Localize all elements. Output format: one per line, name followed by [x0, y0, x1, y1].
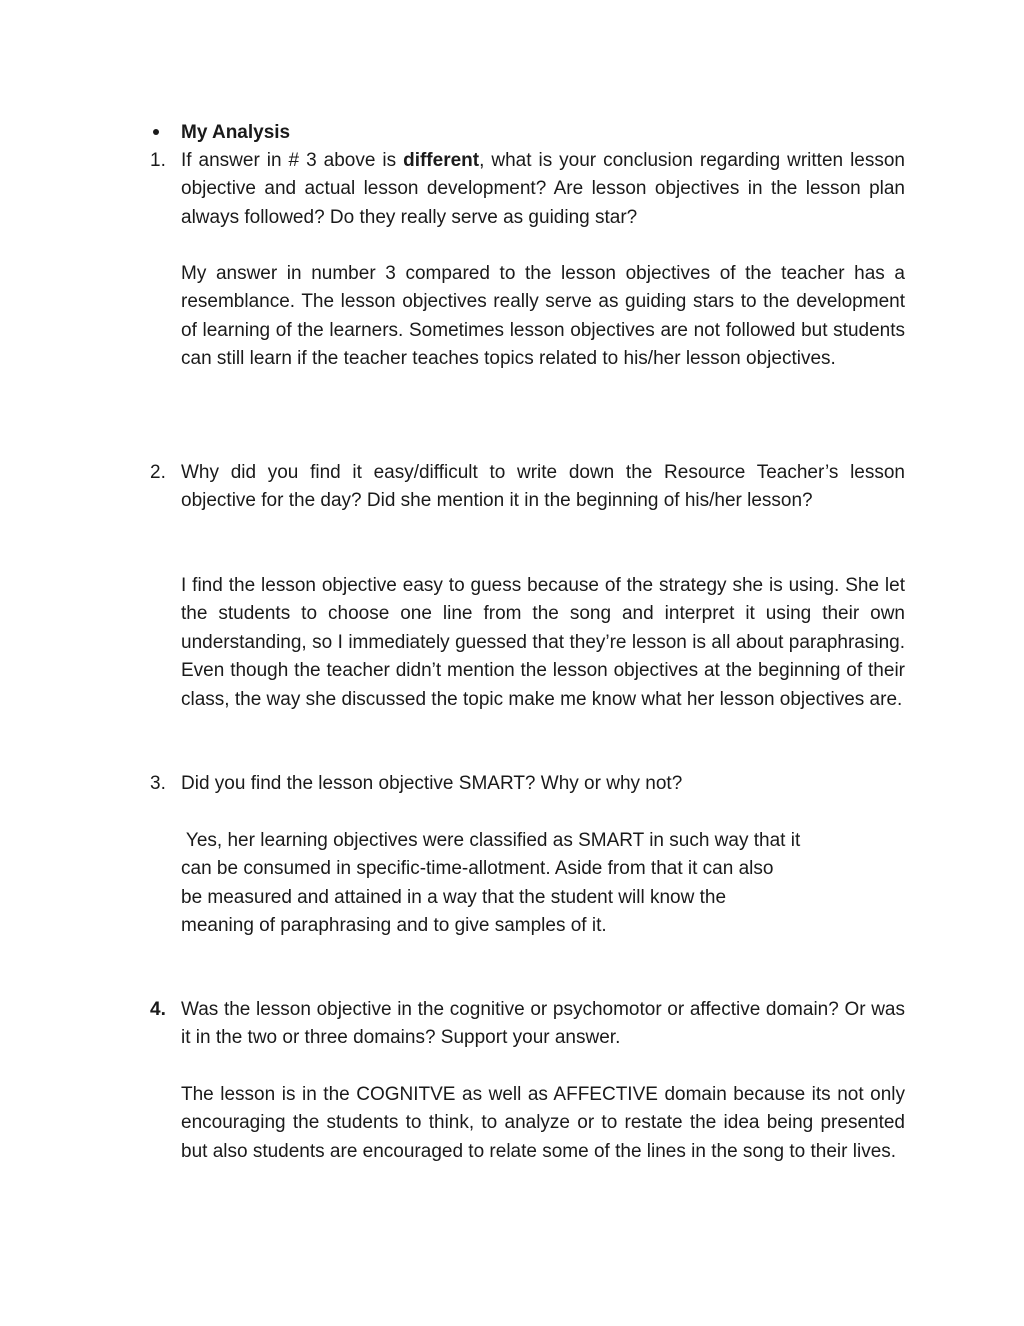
- item-3-answer-line: be measured and attained in a way that the student will know the: [181, 886, 727, 908]
- item-3-answer-line: Yes, her learning objectives were classified as SMART in such way that it: [181, 830, 801, 851]
- item-4-answer: The lesson is in the COGNITVE as well as AFFECTIVE domain because its not only encouraging the students to think, to analyze or to restate the idea being presented but also students are encouraged to relate some of the lines in the song to their lives.: [181, 1084, 905, 1162]
- item-3-answer-line: can be consumed in specific-time-allotment. Aside from that it can also: [181, 858, 774, 880]
- item-3-number: 3.: [150, 773, 166, 794]
- item-3-question: Did you find the lesson objective SMART? Why or why not?: [181, 773, 683, 794]
- item-4-number: 4.: [150, 999, 166, 1020]
- item-2-number: 2.: [150, 462, 166, 483]
- item-4-question: Was the lesson objective in the cognitive or psychomotor or affective domain? Or was it in the two or three domains? Support your answer.: [181, 999, 905, 1049]
- item-3-answer: [181, 827, 905, 941]
- section-heading: My Analysis: [181, 122, 291, 143]
- item-3-answer-line: meaning of paraphrasing and to give samples of it.: [181, 915, 607, 937]
- item-1-question: If answer in # 3 above is different, what is your conclusion regarding written lesson objective and actual lesson development? Are lesson objectives in the lesson plan always followed? Do they really serve as guiding star?: [181, 150, 905, 228]
- bullet-icon: [153, 129, 159, 135]
- item-1-answer: My answer in number 3 compared to the lesson objectives of the teacher has a resemblance. The lesson objectives really serve as guiding stars to the development of learning of the learners. Sometimes lesson objectives are not followed but students can still learn if the teacher teaches topics related to his/her lesson objectives.: [181, 263, 905, 370]
- item-1-number: 1.: [150, 150, 166, 171]
- item-2-question: Why did you find it easy/difficult to write down the Resource Teacher’s lesson objective for the day? Did she mention it in the beginning of his/her lesson?: [181, 462, 905, 512]
- item-2-answer: I find the lesson objective easy to guess because of the strategy she is using. She let the students to choose one line from the song and interpret it using their own understanding, so I immediately guessed that they’re lesson is all about paraphrasing. Even though the teacher didn’t mention the lesson objectives at the beginning of their class, the way she discussed the topic make me know what her lesson objectives are.: [181, 575, 905, 710]
